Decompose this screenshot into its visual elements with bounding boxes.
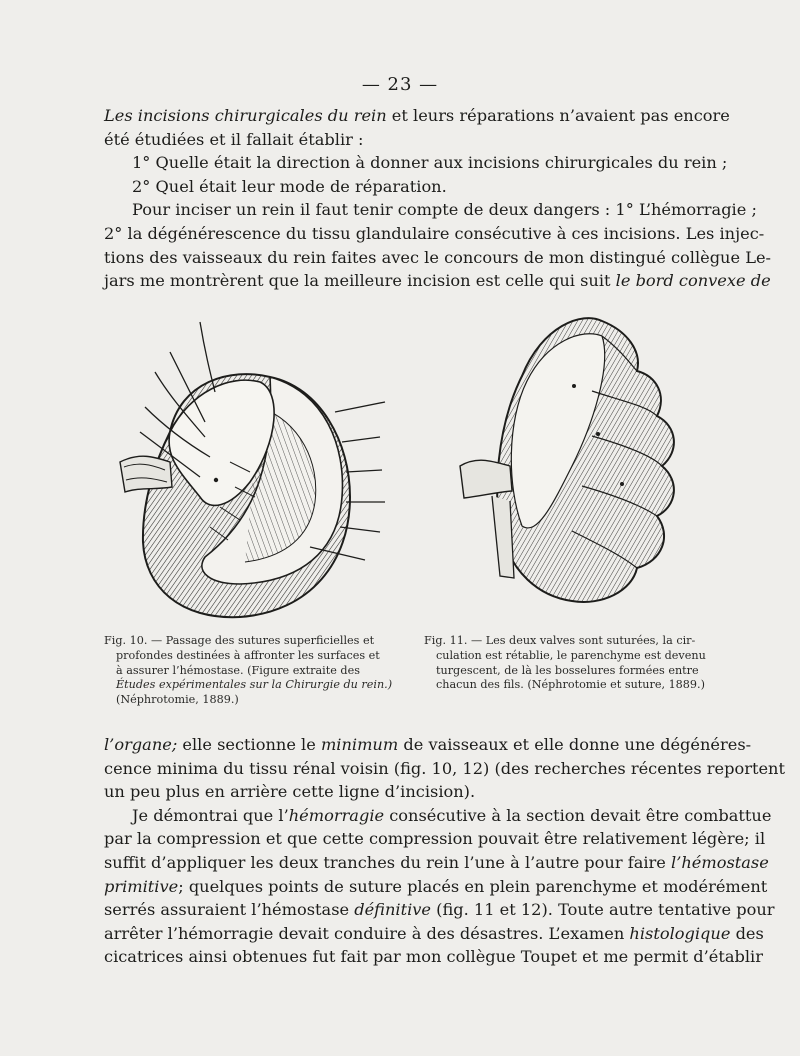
text-run: elle sectionne le (177, 735, 321, 754)
text-run: des (730, 923, 764, 943)
text-run: suffit d’appliquer les deux tranches du rein l’une à l’autre pour faire (104, 852, 672, 872)
caption-line: Études expérimentales sur la Chirurgie du rein.) (116, 678, 393, 692)
text-line (104, 875, 768, 899)
figure-10-caption (104, 634, 404, 708)
text-run: cicatrices ainsi obtenues fut fait par mon collègue Toupet et me permit d’établir (104, 947, 763, 967)
text-line (104, 269, 771, 293)
text-run: arrêter l’hémorragie devait conduire à des désastres. L’examen (104, 923, 630, 943)
figure-11-caption (424, 634, 724, 693)
italic-text: primitive (104, 876, 179, 896)
text-line (104, 246, 772, 270)
figure-11-kidney-sutured (452, 306, 692, 616)
italic-text: hémorragie (288, 805, 385, 825)
text-run: un peu plus en arrière cette ligne d’incision). (104, 782, 476, 802)
text-line (104, 827, 766, 851)
text-line (104, 922, 764, 946)
text-run: Pour inciser un rein il faut tenir compte de deux dangers : 1° L’hémorragie ; (132, 200, 757, 220)
text-line (104, 757, 785, 781)
italic-text: l’hémostase (671, 852, 769, 872)
text-run: 1° Quelle était la direction à donner aux incisions chirurgicales du rein ; (132, 153, 728, 173)
text-line (104, 780, 720, 804)
text-line (104, 733, 752, 757)
caption-line: culation est rétablie, le parenchyme est devenu (436, 648, 706, 662)
italic-text: Les incisions chirurgicales du rein (104, 106, 387, 125)
caption-line: Fig. 11. — Les deux valves sont suturées, la cir- (424, 634, 696, 647)
text-run: 2° la dégénérescence du tissu glandulaire consécutive à ces incisions. Les injec- (104, 223, 765, 243)
italic-text: définitive (354, 900, 431, 920)
italic-text: minimum (320, 735, 399, 754)
figure-10-kidney-sutures (110, 312, 400, 630)
text-run: jars me montrèrent que la meilleure incision est celle qui suit (104, 271, 616, 291)
text-line (104, 898, 775, 922)
text-line (104, 104, 730, 128)
text-run: ; quelques points de suture placés en plein parenchyme et modérément (178, 876, 768, 896)
caption-line: à assurer l’hémostase. (Figure extraite des (116, 663, 360, 677)
text-run: cence minima du tissu rénal voisin (fig. 10, 12) (des recherches récentes reportent (104, 758, 785, 778)
caption-line: Fig. 10. — Passage des sutures superficielles et (104, 634, 375, 647)
caption-line: profondes destinées à affronter les surfaces et (116, 648, 380, 662)
text-line (104, 151, 728, 175)
page-number: — 23 — (361, 74, 439, 95)
text-line (104, 175, 720, 199)
text-line (104, 198, 757, 222)
text-line (104, 804, 772, 828)
text-run: été étudiées et il fallait établir : (104, 129, 364, 149)
text-run: tions des vaisseaux du rein faites avec le concours de mon distingué collègue Le- (104, 247, 772, 267)
text-line (104, 851, 769, 875)
bottom-paragraph (104, 733, 785, 969)
top-paragraph (104, 104, 772, 293)
text-run: consécutive à la section devait être combattue (384, 805, 772, 825)
text-line (104, 222, 765, 246)
text-run: (fig. 11 et 12). Toute autre tentative pour (430, 900, 775, 920)
text-run: par la compression et que cette compression pouvait être relativement légère; il (104, 829, 766, 849)
caption-line: (Néphrotomie, 1889.) (116, 693, 239, 707)
text-run: Je démontrai que l’ (132, 805, 289, 825)
text-run: de vaisseaux et elle donne une dégénéres- (398, 735, 752, 754)
text-run: et leurs réparations n’avaient pas encore (386, 106, 730, 125)
text-line (104, 945, 763, 969)
italic-text: le bord convexe de (615, 271, 771, 291)
caption-line: chacun des fils. (Néphrotomie et suture, 1889.) (436, 678, 705, 692)
caption-line: turgescent, de là les bosselures formées entre (436, 663, 699, 677)
text-line (104, 128, 720, 152)
text-run: 2° Quel était leur mode de réparation. (132, 176, 447, 196)
text-run: serrés assuraient l’hémostase (104, 900, 355, 920)
italic-text: l’organe; (104, 735, 178, 754)
italic-text: histologique (629, 923, 731, 943)
